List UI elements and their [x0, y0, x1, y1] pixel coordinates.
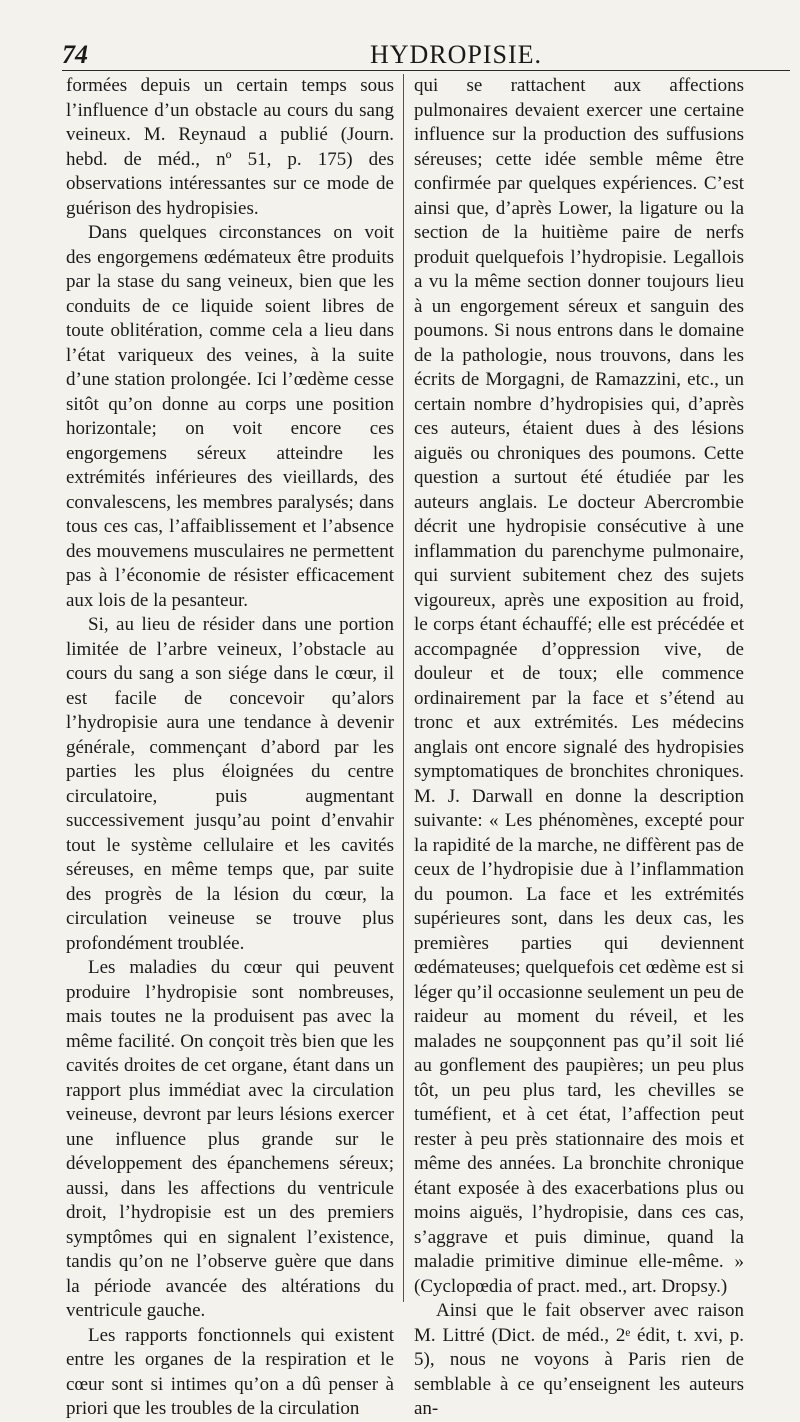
paragraph: qui se rattachent aux affections pulmonaires devaient exercer une certaine influence sur la production des suffusions séreuses; cette idée semble même être confirmée par quelques expériences. C’est ainsi que, d’après Lower, la ligature ou la section de la huitième paire de nerfs produit quelquefois l’hydropisie. Legallois a vu la même section donner toujours lieu à un engorgement séreux et sanguin des poumons. Si nous entrons dans le domaine de la pathologie, nous trouvons, dans les écrits de Morgagni, de Ramazzini, etc., un certain nombre d’hydropisies qui, d’après ces auteurs, étaient dues à des lésions aiguës ou chroniques des poumons. Cette question a surtout été étudiée par les auteurs anglais. Le docteur Abercrombie décrit une hydropisie consécutive à une inflammation du parenchyme pulmonaire, qui survient subitement chez des sujets vigoureux, après une exposition au froid, le corps étant échauffé; elle est précédée et accompagnée d’oppression vive, de douleur et de toux; elle commence ordinairement par la face et s’étend au tronc et aux extrémités. Les médecins anglais ont encore signalé des hydropisies symptomatiques de bronchites chroniques. M. J. Darwall en donne la description suivante: « Les phénomènes, excepté pour la rapidité de la marche, ne diffèrent pas de ceux de l’hydropisie due à l’inflammation du poumon. La face et les extrémités supérieures sont, dans les deux cas, les premières parties qui deviennent œdémateuses; quelquefois cet œdème est si léger qu’il occasionne seulement un peu de raideur au moment du réveil, et les malades ne soupçonnent pas qu’il soit lié au gonflement des paupières; un peu plus tôt, un peu plus tard, les chevilles se tuméfient, et à cet état, l’affection peut rester à peu près stationnaire des mois et même des années. La bronchite chronique étant exposée à des exacerbations plus ou moins aiguës, l’hydropisie, dans ces cas, s’aggrave et puis diminue, quand la maladie primitive diminue elle-même. » (Cyclopœdia of pract. med., art. Dropsy.) [414, 75, 744, 1297]
page-header [62, 40, 790, 72]
paragraph: Les rapports fonctionnels qui existent entre les organes de la respiration et le cœur sont si intimes qu’on a dû penser à priori que les troubles de la circulation [66, 1324, 394, 1419]
header-rule [62, 70, 790, 71]
running-title: HYDROPISIE. [369, 40, 543, 69]
paragraph: formées depuis un certain temps sous l’influence d’un obstacle au cours du sang veineux. M. Reynaud a publié (Journ. hebd. de méd., nº 51, p. 175) des observations intéressantes sur ce mode de guérison des hydropisies. [66, 75, 394, 219]
paragraph: Dans quelques circonstances on voit des engorgemens œdémateux être produits par la stase du sang veineux, bien que les conduits de ce liquide soient libres de toute oblitération, comme cela a lieu dans l’état variqueux des veines, à la suite d’une station prolongée. Ici l’œdème cesse sitôt qu’on donne au corps une position horizontale; on voit encore ces engorgemens séreux atteindre les extrémités inférieures des vieillards, des convalescens, les membres paralysés; dans tous ces cas, l’affaiblissement et l’absence des mouvemens musculaires ne permettent pas à l’économie de résister efficacement aux lois de la pesanteur. [66, 222, 394, 611]
right-column [414, 74, 744, 1419]
paragraph: Si, au lieu de résider dans une portion limitée de l’arbre veineux, l’obstacle au cours du sang a son siége dans le cœur, il est facile de concevoir qu’alors l’hydropisie aura une tendance à devenir générale, commençant d’abord par les parties les plus éloignées du centre circulatoire, puis augmentant successivement jusqu’au point d’envahir tout le système cellulaire et les cavités séreuses, en même temps que, par suite des progrès de la lésion du cœur, la circulation veineuse se trouve plus profondément troublée. [66, 614, 394, 954]
column-divider [403, 74, 404, 1302]
left-column [66, 74, 394, 1419]
paragraph: Les maladies du cœur qui peuvent produire l’hydropisie sont nombreuses, mais toutes ne la produisent pas avec la même facilité. On conçoit très bien que les cavités droites de cet organe, étant dans un rapport plus immédiat avec la circulation veineuse, devront par leurs lésions exercer une influence plus grande sur le développement des épanchemens séreux; aussi, dans les affections du ventricule droit, l’hydropisie est un des premiers symptômes qui en signalent l’existence, tandis qu’on ne l’observe guère que dans la période avancée des altérations du ventricule gauche. [66, 957, 394, 1321]
page-number: 74 [62, 40, 88, 69]
paragraph: Ainsi que le fait observer avec raison M. Littré (Dict. de méd., 2ᵉ édit, t. xvi, p. 5), nous ne voyons à Paris rien de semblable à ce qu’enseignent les auteurs an- [414, 1300, 744, 1419]
